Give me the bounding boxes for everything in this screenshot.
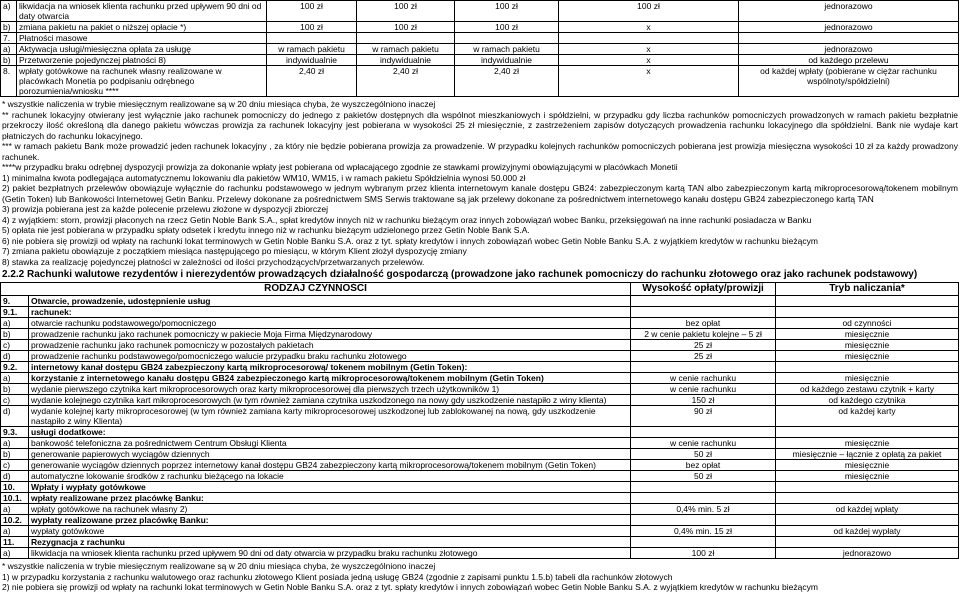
row-activity: Rezygnacja z rachunku [29, 537, 631, 548]
row-mode [776, 515, 959, 526]
table-cell: w ramach pakietu [357, 44, 455, 55]
row-mode: od każdej wpłaty [776, 504, 959, 515]
row-mode: miesięcznie [776, 438, 959, 449]
footnote: 1) w przypadku korzystania z rachunku walutowego oraz rachunku złotowego Klient posiada jedną usługę GB24 (zgodnie z zapisami punktu 1.5.b) tabeli dla rachunków złotowych [2, 571, 673, 582]
footnote: 2) nie pobiera się prowizji od wpłaty na rachunki lokat terminowych w Getin Noble Banku S.A. oraz z tyt. spłaty kredytów i innych zobowiązań wobec Getin Noble Banku S.A. z wyjątkiem kredytów w rachunku bieżącym [2, 582, 818, 592]
row-fee: w cenie rachunku [631, 384, 776, 395]
table-cell: indywidualnie [267, 55, 357, 66]
footnote: *** w ramach pakietu Bank może prowadzić jeden rachunek lokacyjny , za który nie będzie pobierana prowizja za prowadzenie. W przypadku kolejnych rachunków pomocniczych pobierana jest prowizja miesięczna wysokości 10 zł za każdy prowadzony rachunek. [2, 141, 958, 162]
row-fee [631, 493, 776, 504]
row-number: a) [1, 438, 29, 449]
footnote: 4) z wyjątkiem: storn, prowizji płaconych na rzecz Getin Noble Bank S.A., spłat kredytów innych niż w rachunku bieżącym oraz innych zobowiązań wobec Banku, przeksięgowań na inne rachunki posiadacza w Banku [2, 214, 812, 225]
table-cell: Aktywacja usługi/miesięczna opłata za usługę [17, 44, 267, 55]
row-mode [776, 493, 959, 504]
row-activity: wpłaty gotówkowe na rachunek własny 2) [29, 504, 631, 515]
table-cell: 100 zł [455, 1, 559, 22]
table-row [1, 373, 959, 384]
footnote: 8) stawka za realizację pojedynczej płatności w zależności od ilości przychodzących/przetwarzanych przelewów. [2, 256, 425, 267]
row-number: 10. [1, 482, 29, 493]
table-cell: 100 zł [267, 22, 357, 33]
table-row [1, 329, 959, 340]
table-header-row [1, 283, 959, 296]
row-mode: miesięcznie [776, 373, 959, 384]
fee-table-top [0, 0, 959, 97]
table-row [1, 22, 959, 33]
row-fee: 50 zł [631, 449, 776, 460]
table-row [1, 33, 959, 44]
table-row [1, 340, 959, 351]
row-fee: bez opłat [631, 318, 776, 329]
row-fee: 2 w cenie pakietu kolejne – 5 zł [631, 329, 776, 340]
row-mode: miesięcznie [776, 329, 959, 340]
table-cell: 2,40 zł [455, 66, 559, 97]
table-row [1, 55, 959, 66]
table-row [1, 318, 959, 329]
row-activity: generowanie wyciągów dziennych poprzez internetowy kanał dostępu GB24 zabezpieczony kartą mikroprocesorową/tokenem mobilnym (Getin Token) [29, 460, 631, 471]
row-mode [776, 362, 959, 373]
row-number: b) [1, 329, 29, 340]
table-row [1, 44, 959, 55]
row-number: a) [1, 504, 29, 515]
header-fee: Wysokość opłaty/prowizji [631, 283, 776, 296]
row-number: b) [1, 449, 29, 460]
table-cell: jednorazowo [739, 44, 959, 55]
table-row [1, 548, 959, 559]
table-cell: 7. [1, 33, 17, 44]
row-activity: usługi dodatkowe: [29, 427, 631, 438]
row-activity: wpłaty realizowane przez placówkę Banku: [29, 493, 631, 504]
row-fee: 50 zł [631, 471, 776, 482]
row-fee: 100 zł [631, 548, 776, 559]
table-cell: wpłaty gotówkowe na rachunek własny realizowane w placówkach Monetia po podpisaniu odrębnego porozumienia/wniosku **** [17, 66, 267, 97]
row-number: c) [1, 395, 29, 406]
row-number: d) [1, 471, 29, 482]
row-activity: internetowy kanał dostępu GB24 zabezpieczony kartą mikroprocesorową/ tokenem mobilnym (Getin Token): [29, 362, 631, 373]
row-fee: w cenie rachunku [631, 438, 776, 449]
table-cell: w ramach pakietu [267, 44, 357, 55]
table-cell: x [559, 44, 739, 55]
footnotes [2, 99, 958, 267]
row-activity: Wpłaty i wypłaty gotówkowe [29, 482, 631, 493]
table-row [1, 526, 959, 537]
row-activity: prowadzenie rachunku podstawowego/pomocniczego walucie przypadku braku rachunku złotowego [29, 351, 631, 362]
table-cell: x [559, 66, 739, 97]
row-number: 11. [1, 537, 29, 548]
row-mode [776, 482, 959, 493]
table-cell: Przetworzenie pojedynczej płatności 8) [17, 55, 267, 66]
row-fee: w cenie rachunku [631, 373, 776, 384]
table-cell: 100 zł [559, 1, 739, 22]
table-row [1, 406, 959, 427]
row-fee [631, 362, 776, 373]
table-row [1, 438, 959, 449]
table-row [1, 1, 959, 22]
table-cell: 2,40 zł [267, 66, 357, 97]
row-activity: wydanie kolejnej karty mikroprocesorowej (w tym również zamiana karty mikroprocesorowej uszkodzonej lub zablokowanej na nową, gdy uszkodzenie nastąpiło z winy Klienta) [29, 406, 631, 427]
footnote: 3) prowizja pobierana jest za każde polecenie przelewu złożone w dyspozycji zbiorczej [2, 204, 329, 214]
footnote: 7) zmiana pakietu obowiązuje z początkiem miesiąca następującego po miesiącu, w którym Klient złożył dyspozycję zmiany [2, 246, 467, 256]
fee-table-foreign-currency [0, 282, 959, 559]
section-title: 2.2.2 Rachunki walutowe rezydentów i nierezydentów prowadzących działalność gospodarczą (prowadzone jako rachunek pomocniczy do rachunku złotowego oraz jako rachunek podstawowy) [2, 269, 918, 280]
table-row [1, 66, 959, 97]
row-fee [631, 307, 776, 318]
row-activity: Otwarcie, prowadzenie, udostępnienie usług [29, 296, 631, 307]
table-cell: jednorazowo [739, 1, 959, 22]
table-cell: 2,40 zł [357, 66, 455, 97]
footnote: 1) minimalna kwota podlegająca automatycznemu lokowaniu dla pakietów WM10, WM15, i w ramach pakietu Spółdzielnia wynosi 50.000 zł [2, 172, 526, 183]
table-row [1, 537, 959, 548]
row-fee: bez opłat [631, 460, 776, 471]
table-cell: jednorazowo [739, 22, 959, 33]
row-activity: otwarcie rachunku podstawowego/pomocniczego [29, 318, 631, 329]
row-mode [776, 537, 959, 548]
table-cell: 100 zł [357, 1, 455, 22]
table-row [1, 504, 959, 515]
table-row [1, 427, 959, 438]
row-fee: 25 zł [631, 351, 776, 362]
table-cell: 8. [1, 66, 17, 97]
row-mode: od każdego czytnika [776, 395, 959, 406]
row-fee [631, 427, 776, 438]
row-number: 9.2. [1, 362, 29, 373]
row-fee: 25 zł [631, 340, 776, 351]
row-mode: od każdego zestawu czytnik + karty [776, 384, 959, 395]
table-row [1, 362, 959, 373]
row-activity: likwidacja na wniosek klienta rachunku przed upływem 90 dni od daty otwarcia w przypadku braku rachunku złotowego [29, 548, 631, 559]
table-row [1, 395, 959, 406]
row-activity: automatyczne lokowanie środków z rachunku bieżącego na lokacie [29, 471, 631, 482]
row-mode: miesięcznie [776, 471, 959, 482]
row-mode: jednorazowo [776, 548, 959, 559]
row-fee [631, 482, 776, 493]
row-activity: wydanie kolejnego czytnika kart mikroprocesorowych (w tym również zamiana czytnika uszkodzonego na nowy gdy uszkodzenie nastąpiło z winy klienta) [29, 395, 631, 406]
row-number: c) [1, 340, 29, 351]
row-mode [776, 296, 959, 307]
footnote: 5) opłata nie jest pobierana w przypadku spłaty odsetek i kredytu innego niż w rachunku bieżącym udzielonego przez Getin Noble Bank S.A. [2, 225, 530, 235]
row-mode: od każdej wypłaty [776, 526, 959, 537]
row-activity: prowadzenie rachunku jako rachunek pomocniczy w pozostałych pakietach [29, 340, 631, 351]
table-cell: likwidacja na wniosek klienta rachunku przed upływem 90 dni od daty otwarcia [17, 1, 267, 22]
row-activity: korzystanie z internetowego kanału dostępu GB24 zabezpieczonego kartą mikroprocesorową/tokenem mobilnym (Getin Token) [29, 373, 631, 384]
row-number: d) [1, 406, 29, 427]
table-cell: od każdego przelewu [739, 55, 959, 66]
table-cell [559, 33, 739, 44]
row-number: 9.1. [1, 307, 29, 318]
table-cell: 100 zł [267, 1, 357, 22]
footnote: ****w przypadku braku odrębnej dyspozycji prowizja za dokonanie wpłaty jest pobierana od wpłacającego zgodnie ze stawkami prowizyjnymi obowiązującymi w placówkach Monetii [2, 162, 678, 172]
table-cell: indywidualnie [455, 55, 559, 66]
table-cell: zmiana pakietu na pakiet o niższej opłacie *) [17, 22, 267, 33]
table-cell: 100 zł [357, 22, 455, 33]
table-cell: indywidualnie [357, 55, 455, 66]
table-row [1, 471, 959, 482]
footnote: 2) pakiet bezpłatnych przelewów obowiązuje wyłącznie do rachunku podstawowego w jednym wybranym przez klienta internetowym kanale dostępu GB24: zabezpieczonym kartą TAN albo zabezpieczonym kartą mikroprocesorową/tokenem mobilnym (Getin Token) lub Bankowości Internetowej Getin Banku. Przelewy dokonane za pośrednictwem SMS Serwis traktowane są jak przelewy dokonane za pośrednictwem internetowego kanału dostępu GB24 zabezpieczonego kartą TAN [2, 183, 958, 204]
table-row [1, 482, 959, 493]
row-mode: od czynności [776, 318, 959, 329]
row-number: a) [1, 318, 29, 329]
table-row [1, 296, 959, 307]
row-activity: generowanie papierowych wyciągów dziennych [29, 449, 631, 460]
row-fee [631, 296, 776, 307]
table-row [1, 515, 959, 526]
table-row [1, 493, 959, 504]
table-cell: 100 zł [455, 22, 559, 33]
footnote: * wszystkie naliczenia w trybie miesięcznym realizowane są w 20 dniu miesiąca chyba, że wyszczególniono inaczej [2, 99, 436, 109]
table-cell: b) [1, 55, 17, 66]
row-fee: 0,4% min. 5 zł [631, 504, 776, 515]
table-cell [267, 33, 357, 44]
row-fee [631, 537, 776, 548]
table-cell: od każdej wpłaty (pobierane w ciężar rachunku wspólnoty/spółdzielni) [739, 66, 959, 97]
row-fee: 90 zł [631, 406, 776, 427]
table-cell: a) [1, 44, 17, 55]
row-number: 9. [1, 296, 29, 307]
row-mode: miesięcznie [776, 351, 959, 362]
row-number: 10.1. [1, 493, 29, 504]
row-fee: 0,4% min. 15 zł [631, 526, 776, 537]
row-number: a) [1, 526, 29, 537]
row-activity: prowadzenie rachunku jako rachunek pomocniczy w pakiecie Moja Firma Międzynarodowy [29, 329, 631, 340]
table-cell: Płatności masowe [17, 33, 267, 44]
row-activity: wypłaty realizowane przez placówkę Banku: [29, 515, 631, 526]
table-row [1, 460, 959, 471]
row-number: 10.2. [1, 515, 29, 526]
row-activity: wypłaty gotówkowe [29, 526, 631, 537]
row-activity: rachunek: [29, 307, 631, 318]
row-mode [776, 307, 959, 318]
row-number: d) [1, 351, 29, 362]
table-row [1, 384, 959, 395]
bottom-footnotes [2, 561, 958, 593]
row-fee: 150 zł [631, 395, 776, 406]
table-row [1, 449, 959, 460]
table-cell [739, 33, 959, 44]
table-cell: w ramach pakietu [455, 44, 559, 55]
row-number: a) [1, 548, 29, 559]
table-cell [455, 33, 559, 44]
row-activity: bankowość telefoniczna za pośrednictwem Centrum Obsługi Klienta [29, 438, 631, 449]
row-activity: wydanie pierwszego czytnika kart mikroprocesorowych oraz karty mikroprocesorowej dla pierwszych trzech użytkowników 1) [29, 384, 631, 395]
row-mode: od każdej karty [776, 406, 959, 427]
table-cell: x [559, 22, 739, 33]
table-cell: a) [1, 1, 17, 22]
header-activity: RODZAJ CZYNNOŚCI [1, 283, 631, 296]
row-mode: miesięcznie [776, 460, 959, 471]
table-cell: x [559, 55, 739, 66]
row-mode: miesięcznie – łącznie z opłatą za pakiet [776, 449, 959, 460]
row-mode [776, 427, 959, 438]
footnote: * wszystkie naliczenia w trybie miesięcznym realizowane są w 20 dniu miesiąca chyba, że wyszczególniono inaczej [2, 561, 436, 571]
row-number: 9.3. [1, 427, 29, 438]
row-number: b) [1, 384, 29, 395]
footnote: 6) nie pobiera się prowizji od wpłaty na rachunki lokat terminowych w Getin Noble Banku S.A. oraz z tyt. spłaty kredytów i innych zobowiązań wobec Getin Noble Banku S.A. z wyjątkiem kredytów w rachunku bieżącym [2, 235, 818, 246]
row-fee [631, 515, 776, 526]
header-mode: Tryb naliczania* [776, 283, 959, 296]
row-mode: miesięcznie [776, 340, 959, 351]
table-row [1, 307, 959, 318]
table-row [1, 351, 959, 362]
row-number: c) [1, 460, 29, 471]
row-number: a) [1, 373, 29, 384]
table-cell [357, 33, 455, 44]
footnote: ** rachunek lokacyjny otwierany jest wyłącznie jako rachunek pomocniczy do jednego z pakietów dostępnych dla wspólnot mieszkaniowych i spółdzielni, w przypadku gdy liczba rachunków pomocniczych prowadzonych w ramach pakietu bezpłatnie przekroczy ilość określoną dla danego pakietu wówczas prowizja za rachunek lokacyjny jest pobierana w wysokości 25 zł miesięcznie, z zastrzeżeniem zapisów dotyczących prowadzenia rachunku lokacyjnego dla spółdzielni. Bank nie wydaje kart płatniczych do rachunku lokacyjnego. [2, 109, 958, 141]
table-cell: b) [1, 22, 17, 33]
